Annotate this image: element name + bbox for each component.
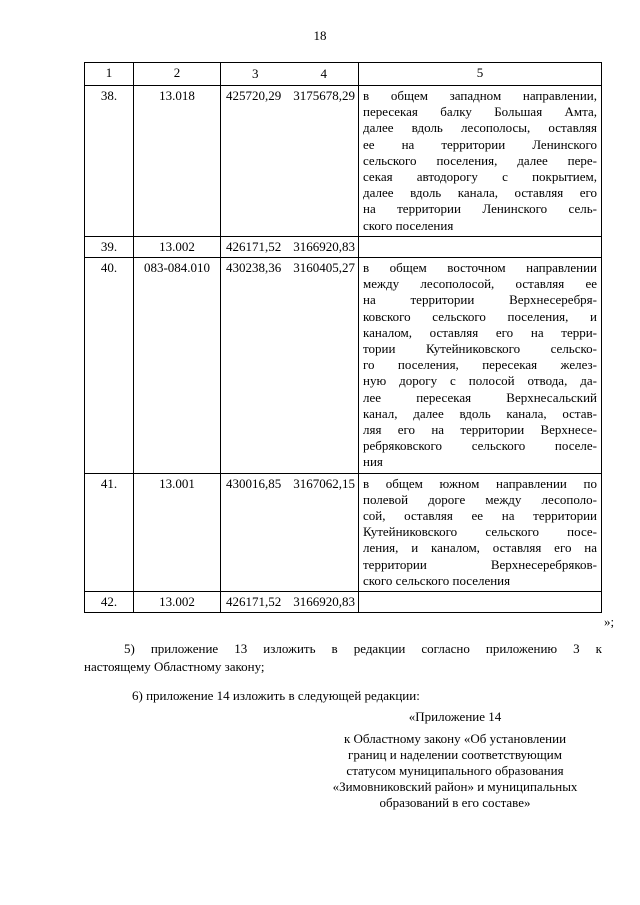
description-line: секая автодорогу с покрытием, bbox=[363, 169, 597, 185]
description-line: пересекая балку Большая Амта, bbox=[363, 104, 597, 120]
table-row bbox=[85, 592, 602, 613]
row-number: 38. bbox=[85, 86, 134, 237]
coordinate-x: 425720,29 bbox=[226, 88, 282, 103]
page-number: 18 bbox=[313, 28, 327, 43]
row-number: 42. bbox=[85, 592, 134, 613]
header-col-2: 2 bbox=[134, 63, 221, 86]
paragraph-5 bbox=[84, 640, 602, 676]
appendix-line: «Зимовниковский район» и муниципальных bbox=[332, 779, 578, 794]
paragraph-5-line-1: 5) приложение 13 изложить в редакции согласно приложению 3 к bbox=[124, 641, 602, 656]
coordinate-x: 430016,85 bbox=[226, 475, 282, 491]
description-line: ского поселения bbox=[363, 217, 454, 233]
description-line: в общем западном направлении, bbox=[363, 88, 597, 103]
description-line: канал, далее вдоль канала, остав- bbox=[363, 405, 597, 421]
header-col-4: 4 bbox=[320, 66, 327, 81]
description-line: сой, оставляя ее на территории bbox=[363, 508, 597, 524]
appendix-title: «Приложение 14 bbox=[408, 709, 502, 724]
row-number: 40. bbox=[85, 258, 134, 474]
coordinate-x: 430238,36 bbox=[226, 260, 282, 276]
description-line: каналом, оставляя его на терри- bbox=[363, 324, 597, 340]
description-line: тории Кутейниковского сельско- bbox=[363, 341, 597, 357]
description-line: в общем южном направлении по bbox=[363, 475, 597, 491]
description-line: в общем восточном направлении bbox=[363, 260, 597, 276]
point-code: 083-084.010 bbox=[134, 258, 221, 474]
coordinate-x: 426171,52 bbox=[226, 238, 282, 254]
description-line: ния bbox=[363, 454, 383, 470]
closing-quote-mark: »; bbox=[604, 614, 615, 629]
appendix-line: статусом муниципального образования bbox=[346, 763, 564, 778]
coordinate-y: 3175678,29 bbox=[293, 88, 355, 103]
boundary-description bbox=[359, 86, 602, 237]
description-line: ее на территории Ленинского bbox=[363, 136, 597, 152]
description-line: ковского сельского поселения, и bbox=[363, 308, 597, 324]
boundary-description bbox=[359, 258, 602, 474]
coordinate-y: 3167062,15 bbox=[293, 475, 355, 491]
description-line: между лесополосой, оставляя ее bbox=[363, 276, 597, 292]
description-line: далее вдоль канала, оставляя его bbox=[363, 185, 597, 201]
header-col-3: 3 bbox=[252, 66, 259, 81]
coordinates-cell bbox=[221, 236, 359, 257]
appendix-line: границ и наделении соответствующим bbox=[348, 747, 562, 762]
description-line: ского сельского поселения bbox=[363, 572, 511, 588]
coordinates-cell bbox=[221, 258, 359, 474]
coordinate-y: 3166920,83 bbox=[293, 238, 355, 254]
description-line: Кутейниковского сельского посе- bbox=[363, 524, 597, 540]
table-row bbox=[85, 86, 602, 237]
table-row bbox=[85, 473, 602, 591]
row-number: 39. bbox=[85, 236, 134, 257]
boundary-points-table bbox=[84, 62, 602, 613]
appendix-line: образований в его составе» bbox=[379, 795, 531, 810]
description-line: лее пересекая Верхнесальский bbox=[363, 389, 597, 405]
description-line: далее вдоль лесополосы, оставляя bbox=[363, 120, 597, 136]
description-line: ления, и каналом, оставляя его на bbox=[363, 540, 597, 556]
point-code: 13.002 bbox=[134, 592, 221, 613]
boundary-description bbox=[359, 473, 602, 591]
coordinate-y: 3160405,27 bbox=[293, 260, 355, 276]
coordinate-y: 3166920,83 bbox=[293, 594, 355, 610]
description-line: на территории Ленинского сель- bbox=[363, 201, 597, 217]
point-code: 13.018 bbox=[134, 86, 221, 237]
table-row bbox=[85, 258, 602, 474]
point-code: 13.001 bbox=[134, 473, 221, 591]
coordinates-cell bbox=[221, 86, 359, 237]
header-col-3-4 bbox=[221, 63, 359, 86]
boundary-description bbox=[359, 236, 602, 257]
row-number: 41. bbox=[85, 473, 134, 591]
header-col-1: 1 bbox=[85, 63, 134, 86]
boundary-description bbox=[359, 592, 602, 613]
header-col-5: 5 bbox=[359, 63, 602, 86]
description-line: полевой дороге между лесополо- bbox=[363, 491, 597, 507]
description-line: сельского поселения, далее пере- bbox=[363, 152, 597, 168]
description-line: территории Верхнесеребряков- bbox=[363, 556, 597, 572]
paragraph-6: 6) приложение 14 изложить в следующей редакции: bbox=[132, 688, 420, 703]
table-row bbox=[85, 236, 602, 257]
paragraph-5-line-2: настоящему Областному закону; bbox=[84, 659, 265, 674]
appendix-line: к Областному закону «Об установлении bbox=[343, 731, 567, 746]
coordinate-x: 426171,52 bbox=[226, 594, 282, 610]
description-line: ляя его на территории Верхнесе- bbox=[363, 422, 597, 438]
description-line: на территории Верхнесеребря- bbox=[363, 292, 597, 308]
appendix-subtitle bbox=[300, 731, 610, 811]
description-line: ребряковского сельского поселе- bbox=[363, 438, 597, 454]
point-code: 13.002 bbox=[134, 236, 221, 257]
table-header-row bbox=[85, 63, 602, 86]
description-line: го поселения, пересекая желез- bbox=[363, 357, 597, 373]
description-line: ную дорогу с полосой отвода, да- bbox=[363, 373, 597, 389]
coordinates-cell bbox=[221, 592, 359, 613]
coordinates-cell bbox=[221, 473, 359, 591]
